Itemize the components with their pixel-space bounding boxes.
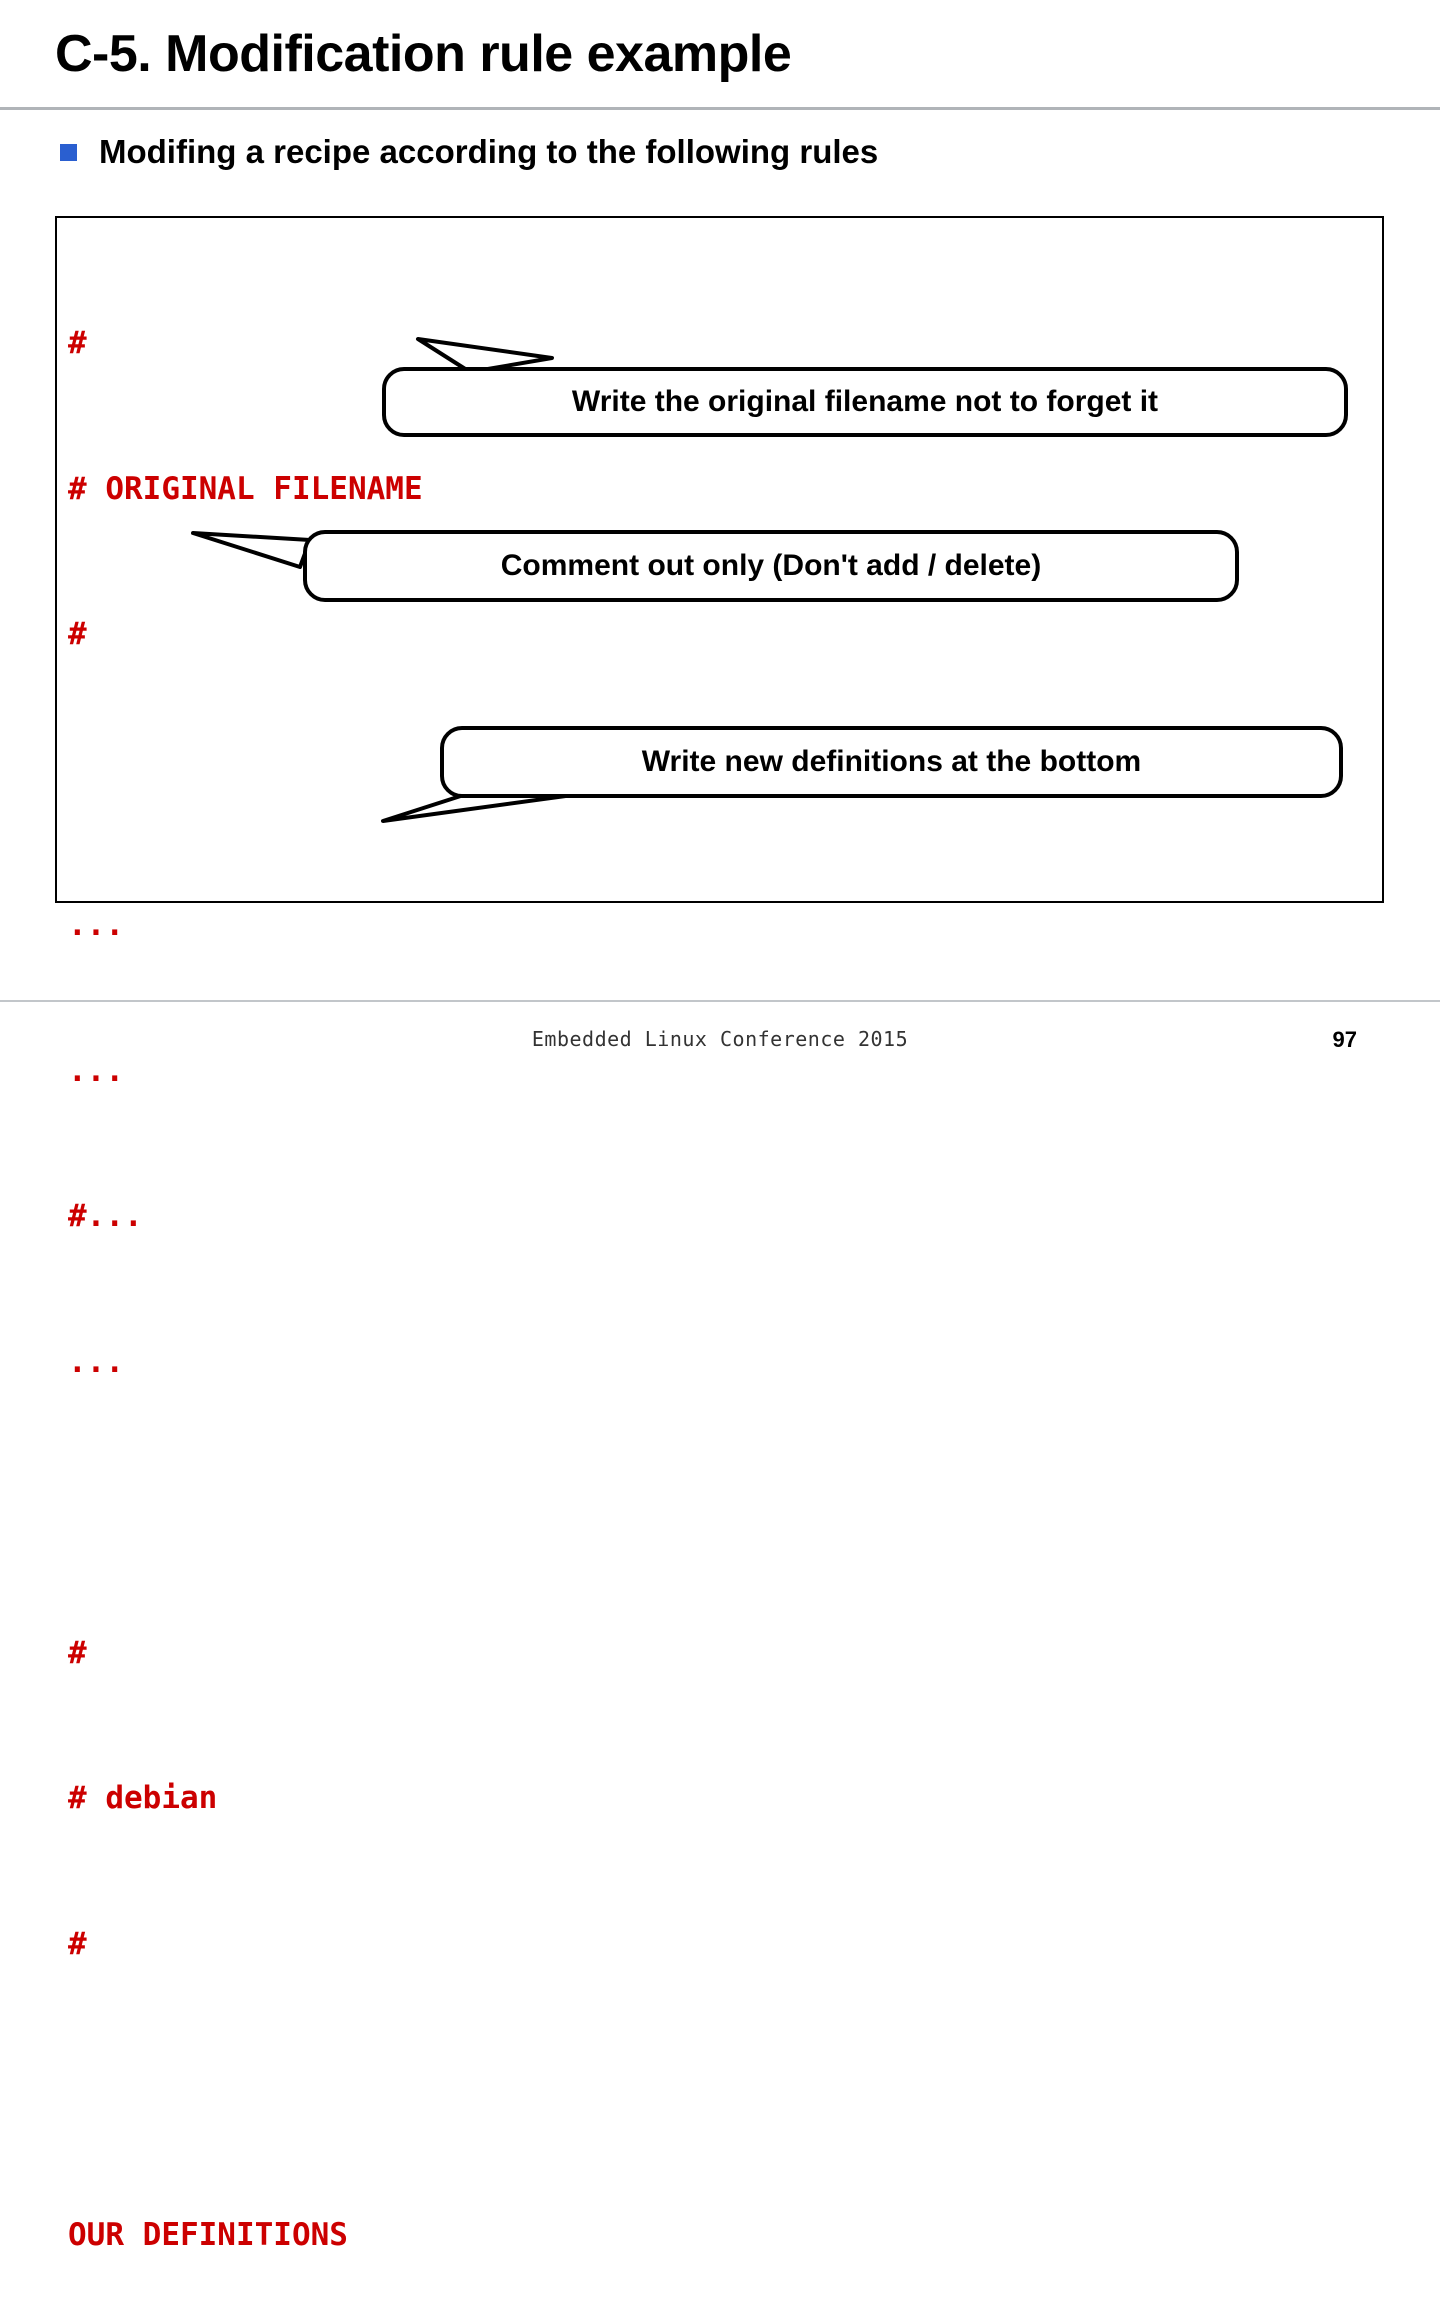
- code-line-blank: [68, 2065, 423, 2114]
- code-line: #: [68, 1925, 87, 1962]
- bullet-square-icon: [60, 144, 77, 161]
- bullet-item-label: Modifing a recipe according to the following rules: [99, 133, 879, 170]
- footer-conference-label: Embedded Linux Conference 2015: [531, 1027, 909, 1051]
- page-number: 97: [1332, 1027, 1357, 1052]
- code-line: OUR DEFINITIONS: [68, 2216, 348, 2253]
- title-divider: [0, 107, 1440, 110]
- page-title: C-5. Modification rule example: [55, 25, 792, 83]
- code-line: ...: [68, 907, 124, 943]
- code-line: #: [68, 1634, 87, 1671]
- callout-new-definitions: Write new definitions at the bottom: [440, 726, 1343, 798]
- code-line: ...: [68, 1343, 124, 1380]
- footer-divider: [0, 1000, 1440, 1002]
- callout-comment-out: Comment out only (Don't add / delete): [303, 530, 1239, 602]
- code-line: #: [68, 616, 87, 652]
- code-line-blank: [68, 1483, 423, 1532]
- code-line: # ORIGINAL FILENAME: [68, 470, 423, 507]
- callout-original-filename: Write the original filename not to forget it: [382, 367, 1348, 437]
- code-line: ...: [68, 1052, 124, 1089]
- code-line: #: [68, 325, 87, 361]
- bullet-item: [60, 133, 878, 171]
- code-line-blank: [68, 756, 423, 805]
- code-line: # debian: [68, 1780, 218, 1816]
- code-line: #...: [68, 1198, 143, 1234]
